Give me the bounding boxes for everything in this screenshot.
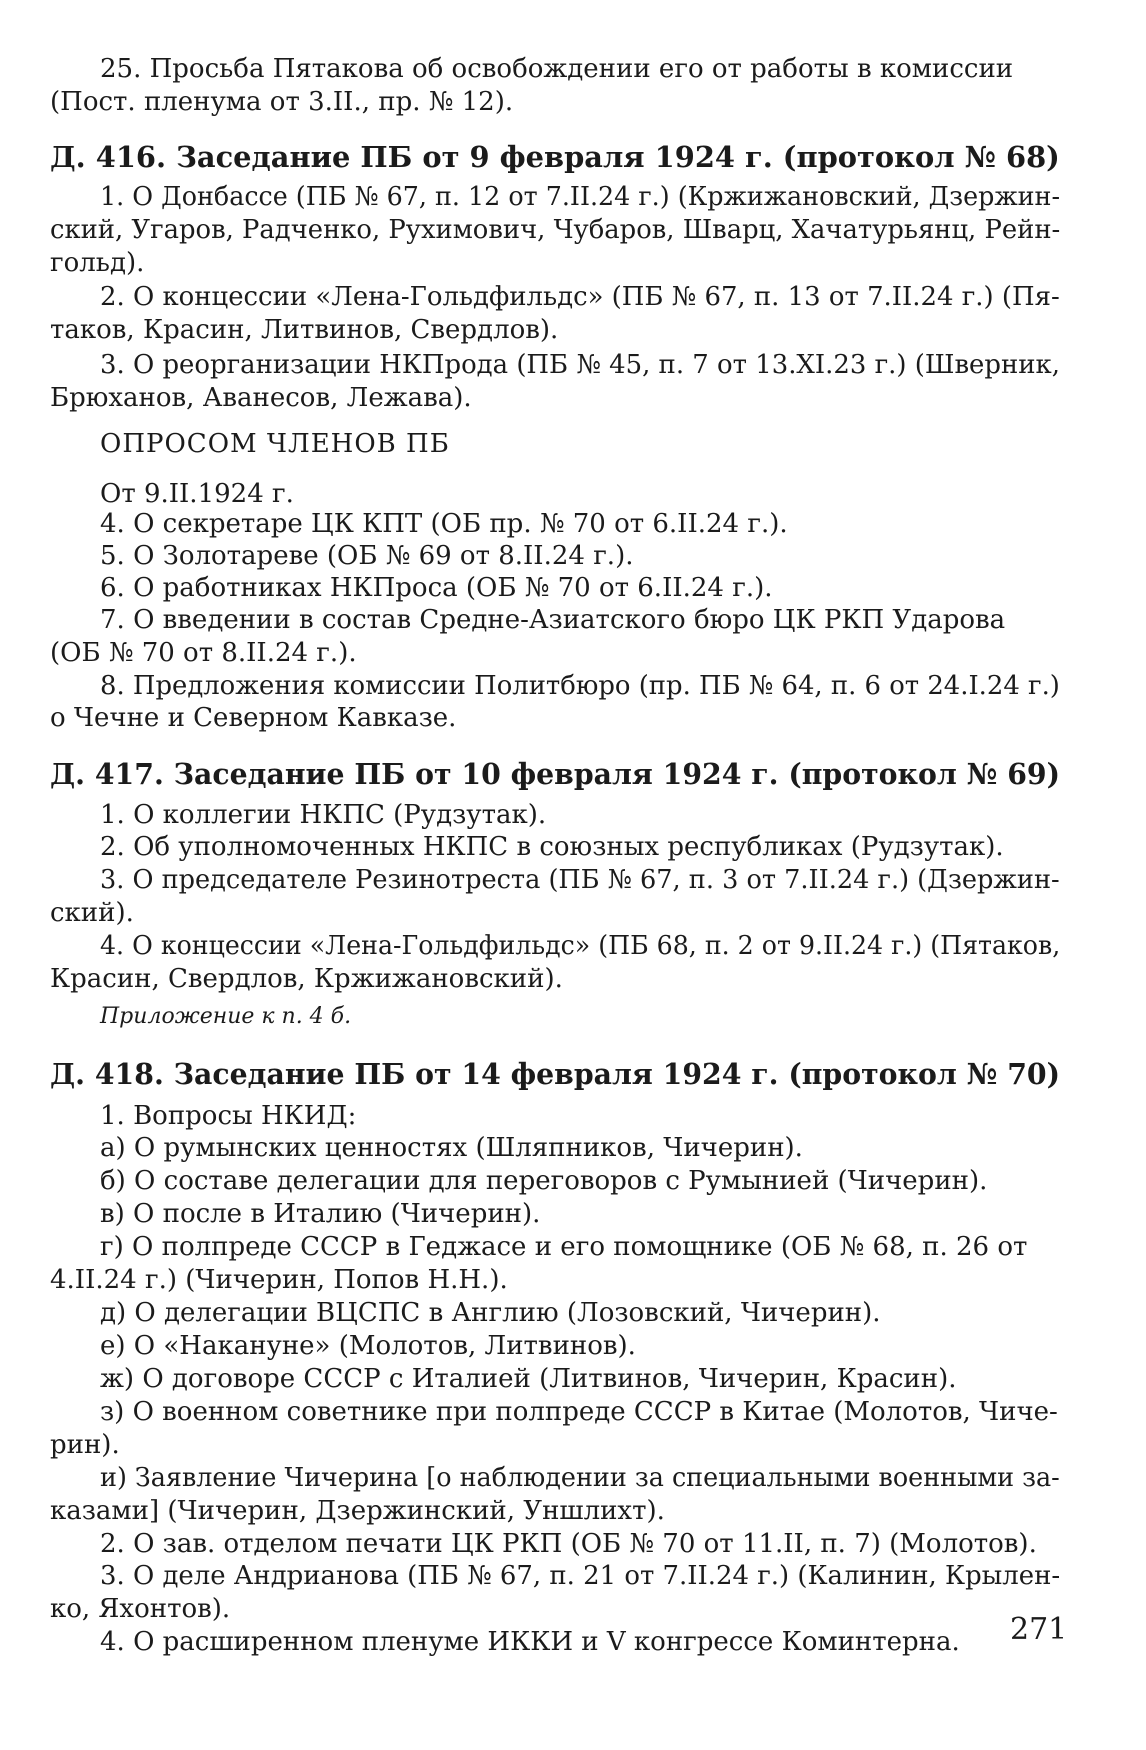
- text-line: е) О «Накануне» (Молотов, Литвинов).: [100, 1331, 636, 1361]
- text-line: 6. О работниках НКПроса (ОБ № 70 от 6.II.24 г.).: [100, 573, 773, 603]
- text-line: в) О после в Италию (Чичерин).: [100, 1199, 541, 1229]
- text-line: Брюханов, Аванесов, Лежава).: [50, 383, 472, 413]
- text-line: От 9.II.1924 г.: [100, 479, 294, 509]
- text-line: рин).: [50, 1430, 120, 1460]
- text-line: (Пост. пленума от 3.II., пр. № 12).: [50, 87, 514, 117]
- text-line: 1. Вопросы НКИД:: [100, 1101, 357, 1131]
- text-line: 4. О концессии «Лена-Гольдфильдс» (ПБ 68, п. 2 от 9.II.24 г.) (Пятаков,: [100, 931, 1061, 961]
- text-line: 5. О Золотареве (ОБ № 69 от 8.II.24 г.).: [100, 541, 634, 571]
- text-line: 1. О Донбассе (ПБ № 67, п. 12 от 7.II.24 г.) (Кржижановский, Дзержин-: [100, 182, 1061, 212]
- appendix-note: Приложение к п. 4 б.: [100, 1004, 352, 1029]
- text-line: ко, Яхонтов).: [50, 1594, 231, 1624]
- text-line: 2. О зав. отделом печати ЦК РКП (ОБ № 70 от 11.II, п. 7) (Молотов).: [100, 1529, 1037, 1559]
- text-line: о Чечне и Северном Кавказе.: [50, 703, 457, 733]
- subheading: ОПРОСОМ ЧЛЕНОВ ПБ: [100, 429, 450, 459]
- text-line: ский, Угаров, Радченко, Рухимович, Чубаров, Шварц, Хачатурьянц, Рейн-: [50, 215, 1061, 245]
- text-line: таков, Красин, Литвинов, Свердлов).: [50, 315, 559, 345]
- text-line: 3. О деле Андрианова (ПБ № 67, п. 21 от 7.II.24 г.) (Калинин, Крылен-: [100, 1561, 1061, 1591]
- text-line: 8. Предложения комиссии Политбюро (пр. ПБ № 64, п. 6 от 24.I.24 г.): [100, 671, 1060, 701]
- text-line: казами] (Чичерин, Дзержинский, Уншлихт).: [50, 1496, 665, 1526]
- text-line: Красин, Свердлов, Кржижановский).: [50, 964, 563, 994]
- text-line: 25. Просьба Пятакова об освобождении его от работы в комиссии: [100, 54, 1014, 84]
- text-line: 1. О коллегии НКПС (Рудзутак).: [100, 800, 547, 830]
- text-line: и) Заявление Чичерина [о наблюдении за специальными военными за-: [100, 1463, 1060, 1493]
- text-line: 3. О председателе Резинотреста (ПБ № 67, п. 3 от 7.II.24 г.) (Дзержин-: [100, 865, 1060, 895]
- text-line: 4. О секретаре ЦК КПТ (ОБ пр. № 70 от 6.II.24 г.).: [100, 509, 788, 539]
- text-line: а) О румынских ценностях (Шляпников, Чичерин).: [100, 1133, 803, 1163]
- text-line: д) О делегации ВЦСПС в Англию (Лозовский, Чичерин).: [100, 1298, 881, 1328]
- text-line: ский).: [50, 898, 134, 928]
- text-line: 2. О концессии «Лена-Гольдфильдс» (ПБ № 67, п. 13 от 7.II.24 г.) (Пя-: [100, 282, 1060, 312]
- section-heading: Д. 418. Заседание ПБ от 14 февраля 1924 г. (протокол № 70): [50, 1057, 1061, 1091]
- text-line: (ОБ № 70 от 8.II.24 г.).: [50, 638, 357, 668]
- section-heading: Д. 417. Заседание ПБ от 10 февраля 1924 г. (протокол № 69): [50, 757, 1061, 791]
- text-line: 3. О реорганизации НКПрода (ПБ № 45, п. 7 от 13.XI.23 г.) (Шверник,: [100, 350, 1060, 380]
- text-line: 4.II.24 г.) (Чичерин, Попов Н.Н.).: [50, 1265, 508, 1295]
- text-line: 2. Об уполномоченных НКПС в союзных республиках (Рудзутак).: [100, 832, 1004, 862]
- text-line: 7. О введении в состав Средне-Азиатского бюро ЦК РКП Ударова: [100, 605, 1006, 635]
- section-heading: Д. 416. Заседание ПБ от 9 февраля 1924 г. (протокол № 68): [50, 140, 1060, 174]
- text-line: 4. О расширенном пленуме ИККИ и V конгрессе Коминтерна.: [100, 1627, 960, 1657]
- text-line: б) О составе делегации для переговоров с Румынией (Чичерин).: [100, 1166, 988, 1196]
- text-line: з) О военном советнике при полпреде СССР в Китае (Молотов, Чиче-: [100, 1397, 1058, 1427]
- text-line: г) О полпреде СССР в Геджасе и его помощнике (ОБ № 68, п. 26 от: [100, 1232, 1028, 1262]
- text-line: гольд).: [50, 248, 145, 278]
- page-number: 271: [1010, 1612, 1068, 1647]
- text-line: ж) О договоре СССР с Италией (Литвинов, Чичерин, Красин).: [100, 1364, 957, 1394]
